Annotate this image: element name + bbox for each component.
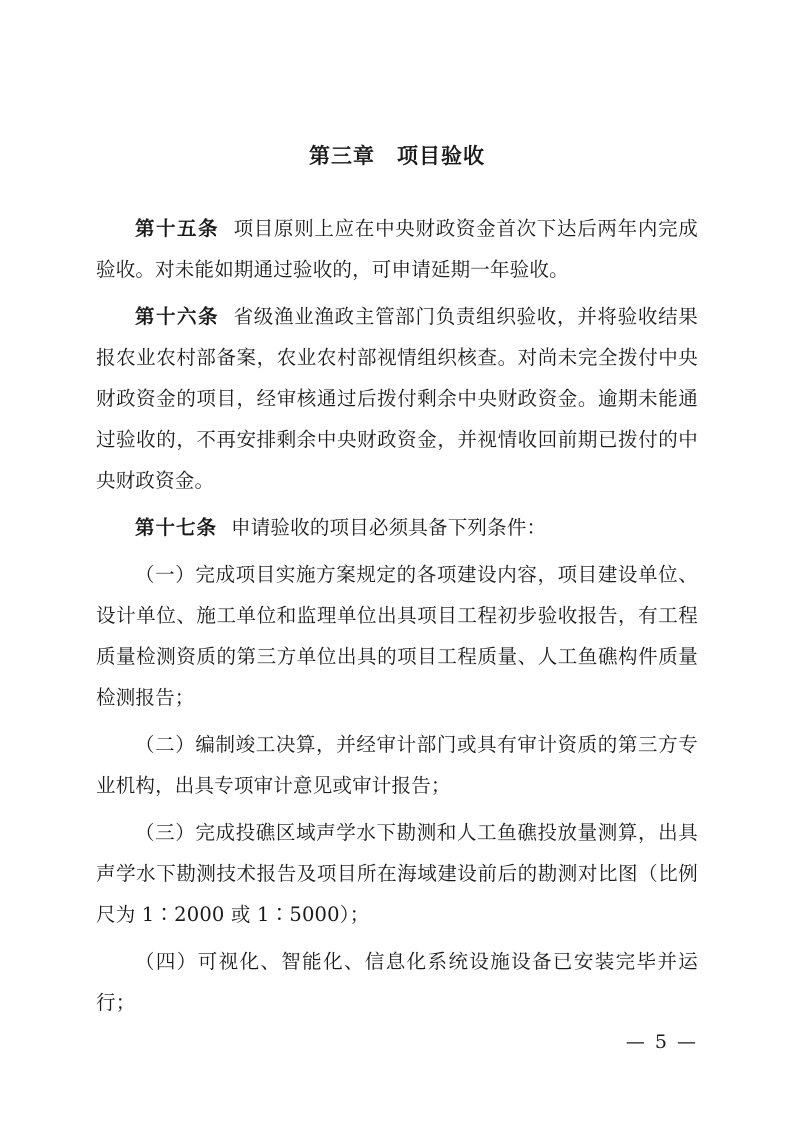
paragraph-item-1 <box>96 554 698 718</box>
paragraph-item-2 <box>96 724 698 806</box>
article-label: 第十六条 <box>135 305 220 328</box>
paragraph-text: 项目原则上应在中央财政资金首次下达后两年内完成验收。对未能如期通过验收的，可申请延期一年验收。 <box>96 217 698 281</box>
chapter-heading <box>96 140 698 170</box>
paragraph-item-3 <box>96 812 698 935</box>
chapter-heading-number: 第三章 <box>309 143 375 168</box>
paragraph-text: （三）完成投礁区域声学水下勘测和人工鱼礁投放量测算，出具声学水下勘测技术报告及项目所在海域建设前后的勘测对比图（比例尺为 1∶2000 或 1∶5000）； <box>96 821 698 926</box>
paragraph-text: 省级渔业渔政主管部门负责组织验收，并将验收结果报农业农村部备案，农业农村部视情组织核查。对尚未完全拨付中央财政资金的项目，经审核通过后拨付剩余中央财政资金。逾期未能通过验收的，不再安排剩余中央财政资金，并视情收回前期已拨付的中央财政资金。 <box>96 305 698 492</box>
paragraph-text: （一）完成项目实施方案规定的各项建设内容，项目建设单位、设计单位、施工单位和监理单位出具项目工程初步验收报告，有工程质量检测资质的第三方单位出具的项目工程质量、人工鱼礁构件质量检测报告； <box>96 563 698 709</box>
paragraph-item-4 <box>96 941 698 1023</box>
paragraph-text: 申请验收的项目必须具备下列条件： <box>231 516 547 539</box>
paragraph-article-17 <box>96 507 698 548</box>
article-label: 第十七条 <box>135 516 218 539</box>
paragraph-text: （二）编制竣工决算，并经审计部门或具有审计资质的第三方专业机构，出具专项审计意见或审计报告； <box>96 733 698 797</box>
chapter-heading-title: 项目验收 <box>397 143 485 168</box>
article-label: 第十五条 <box>135 217 220 240</box>
paragraph-text: （四）可视化、智能化、信息化系统设施设备已安装完毕并运行； <box>96 950 698 1014</box>
page-number: — 5 — <box>625 1031 698 1053</box>
paragraph-article-15 <box>96 208 698 290</box>
paragraph-article-16 <box>96 296 698 501</box>
